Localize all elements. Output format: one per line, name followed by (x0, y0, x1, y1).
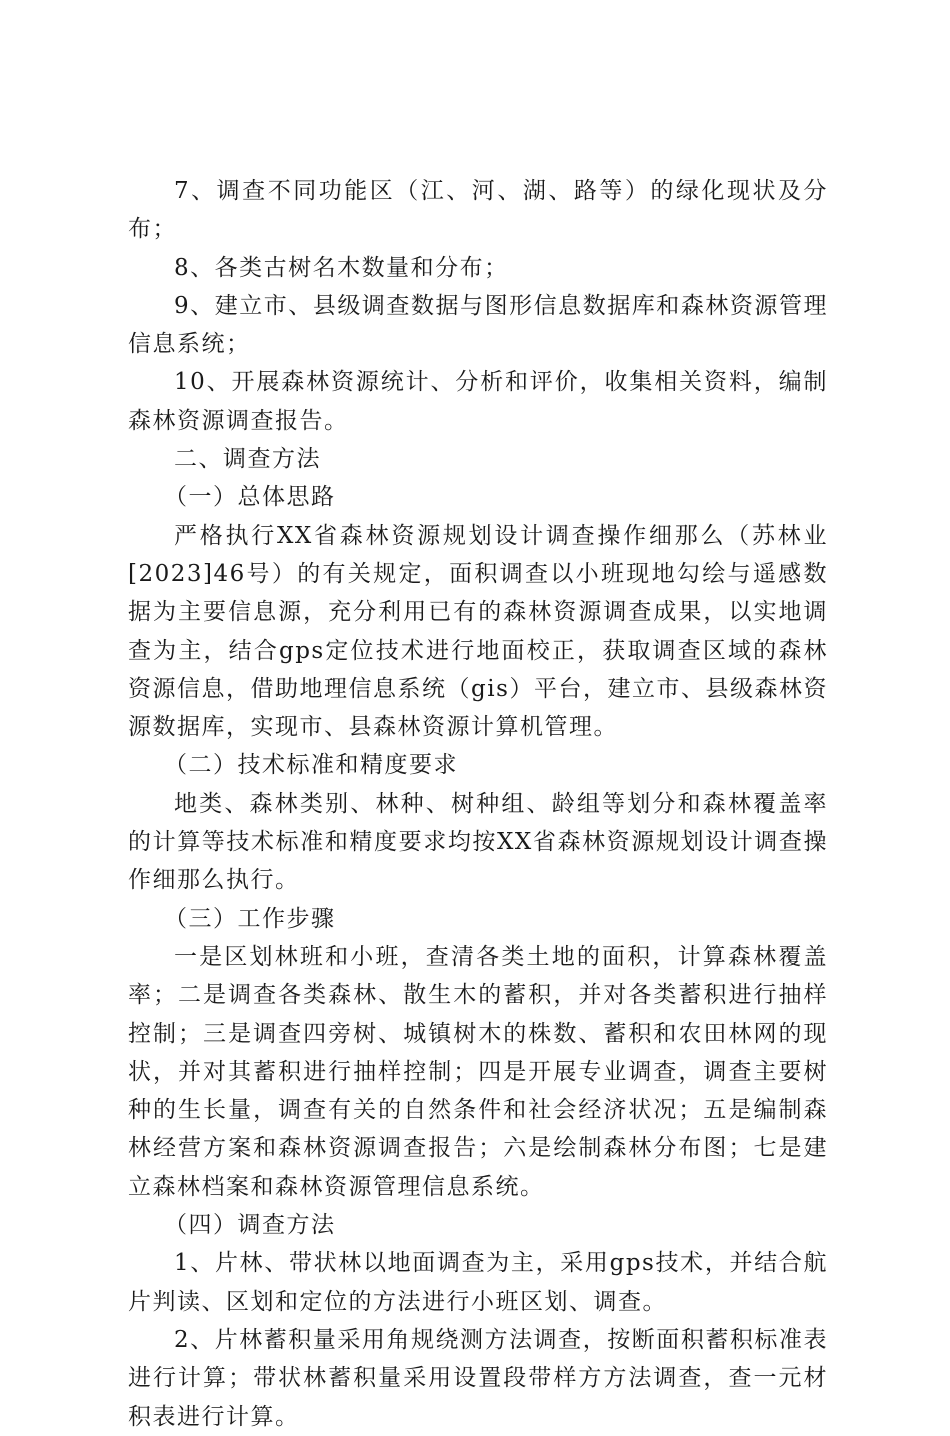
paragraph-standards: 地类、森林类别、林种、树种组、龄组等划分和森林覆盖率的计算等技术标准和精度要求均按XX省森林资源规划设计调查操作细那么执行。 (128, 790, 828, 894)
subheading-work-steps: （三）工作步骤 (164, 905, 336, 932)
paragraph-work-steps: 一是区划林班和小班，查清各类土地的面积，计算森林覆盖率；二是调查各类森林、散生木的蓄积，并对各类蓄积进行抽样控制；三是调查四旁树、城镇树木的株数、蓄积和农田林网的现状，并对其蓄积进行抽样控制；四是开展专业调查，调查主要树种的生长量，调查有关的自然条件和社会经济状况；五是编制森林经营方案和森林资源调查报告；六是绘制森林分布图；七是建立森林档案和森林资源管理信息系统。 (128, 943, 828, 1200)
subheading-survey-methods: （四）调查方法 (164, 1212, 336, 1239)
document-body (128, 172, 828, 1436)
subheading-standards: （二）技术标准和精度要求 (164, 752, 458, 779)
paragraph-item-9: 9、建立市、县级调查数据与图形信息数据库和森林资源管理信息系统； (128, 292, 828, 358)
section-heading-methods: 二、调查方法 (174, 446, 321, 473)
paragraph-overall-approach: 严格执行XX省森林资源规划设计调查操作细那么（苏林业[2023]46号）的有关规定，面积调查以小班现地勾绘与遥感数据为主要信息源，充分利用已有的森林资源调查成果，以实地调查为主，结合gps定位技术进行地面校正，获取调查区域的森林资源信息，借助地理信息系统（gis）平台，建立市、县级森林资源数据库，实现市、县森林资源计算机管理。 (128, 522, 828, 741)
paragraph-item-10: 10、开展森林资源统计、分析和评价，收集相关资料，编制森林资源调查报告。 (128, 369, 828, 434)
paragraph-method-1: 1、片林、带状林以地面调查为主，采用gps技术，并结合航片判读、区划和定位的方法进行小班区划、调查。 (128, 1250, 828, 1315)
paragraph-method-2: 2、片林蓄积量采用角规绕测方法调查，按断面积蓄积标准表进行计算；带状林蓄积量采用设置段带样方方法调查，查一元材积表进行计算。 (128, 1326, 828, 1430)
subheading-overall-approach: （一）总体思路 (164, 484, 336, 511)
paragraph-item-7: 7、调查不同功能区（江、河、湖、路等）的绿化现状及分布； (128, 178, 828, 243)
paragraph-item-8: 8、各类古树名木数量和分布； (174, 254, 509, 281)
